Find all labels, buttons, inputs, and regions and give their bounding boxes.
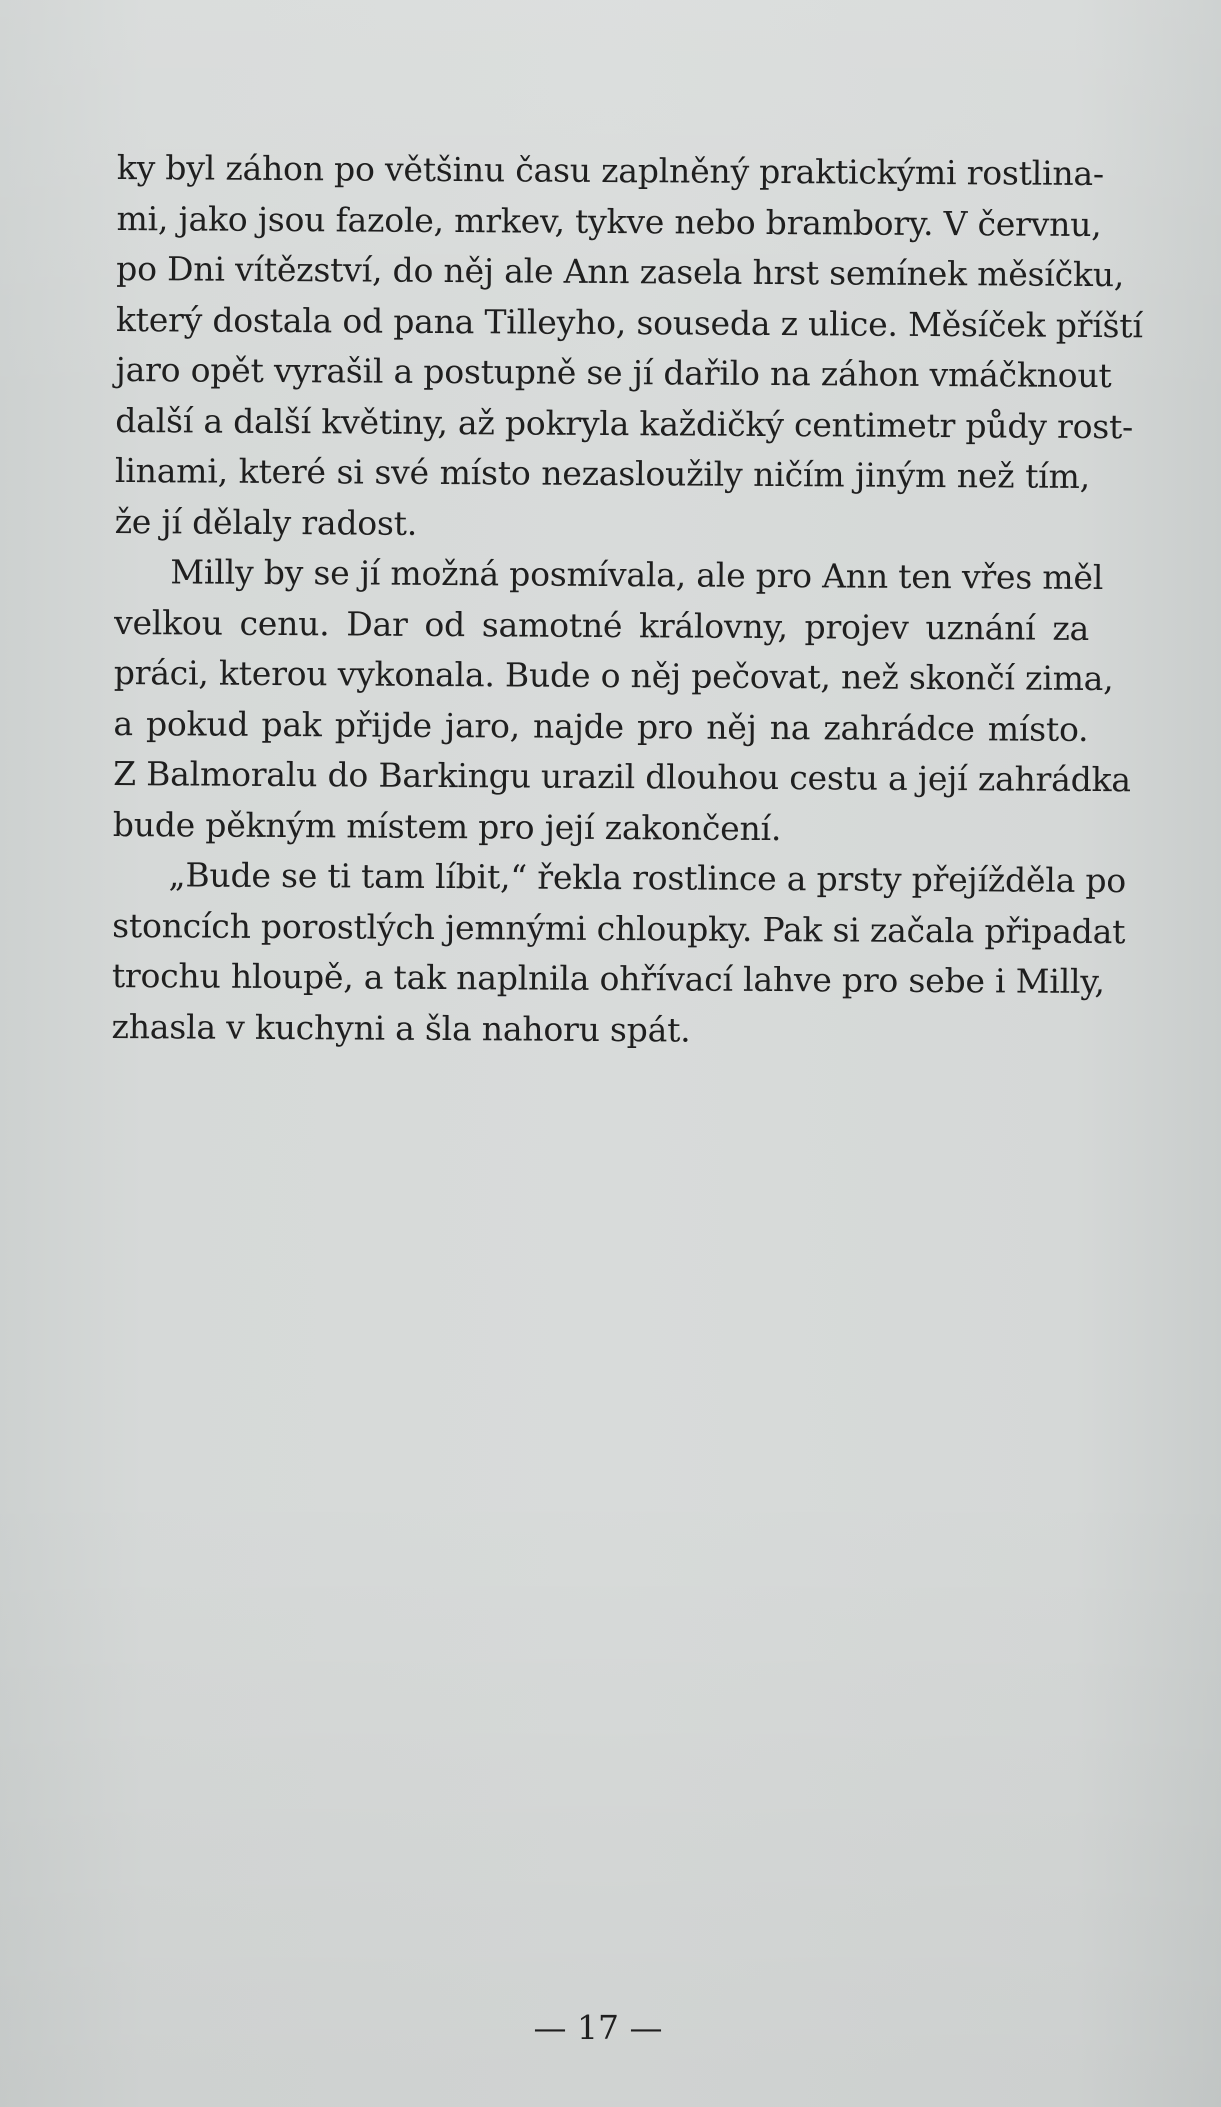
text-line: Milly by se jí možná posmívala, ale pro Ann ten vřes měl xyxy=(170,552,1104,598)
text-line: práci, kterou vykonala. Bude o něj pečovat, než skončí zima, xyxy=(113,652,1114,699)
text-line: a pokud pak přijde jaro, najde pro něj na zahrádce místo. xyxy=(113,703,1089,749)
text-line: „Bude se ti tam líbit,“ řekla rostlince a prsty přejížděla po xyxy=(168,855,1127,901)
text-line: Z Balmoralu do Barkingu urazil dlouhou cestu a její zahrádka xyxy=(113,753,1131,800)
text-line: stoncích porostlých jemnými chloupky. Pak si začala připadat xyxy=(112,905,1126,951)
text-line: že jí dělaly radost. xyxy=(114,501,418,543)
text-line: který dostala od pana Tilleyho, souseda z ulice. Měsíček příští xyxy=(115,299,1143,345)
text-line: linami, které si své místo nezasloužily ničím jiným než tím, xyxy=(114,450,1091,496)
text-line: bude pěkným místem pro její zakončení. xyxy=(112,804,782,848)
text-line: po Dni vítězství, do něj ale Ann zasela hrst semínek měsíčku, xyxy=(116,248,1125,295)
text-line: mi, jako jsou fazole, mrkev, tykve nebo brambory. V červnu, xyxy=(116,198,1102,244)
page-number: — 17 — xyxy=(533,2008,663,2047)
text-line: jaro opět vyrašil a postupně se jí dařilo na záhon vmáčknout xyxy=(115,349,1112,396)
text-line: velkou cenu. Dar od samotné královny, projev uznání za xyxy=(113,602,1090,648)
text-line: ky byl záhon po většinu času zaplněný praktickými rostlina- xyxy=(116,147,1105,194)
body-text xyxy=(111,143,1143,1058)
text-line: další a další květiny, až pokryla každičký centimetr půdy rost- xyxy=(115,400,1134,446)
text-line: trochu hloupě, a tak naplnila ohřívací lahve pro sebe i Milly, xyxy=(111,955,1105,1002)
text-line: zhasla v kuchyni a šla nahoru spát. xyxy=(111,1006,691,1050)
